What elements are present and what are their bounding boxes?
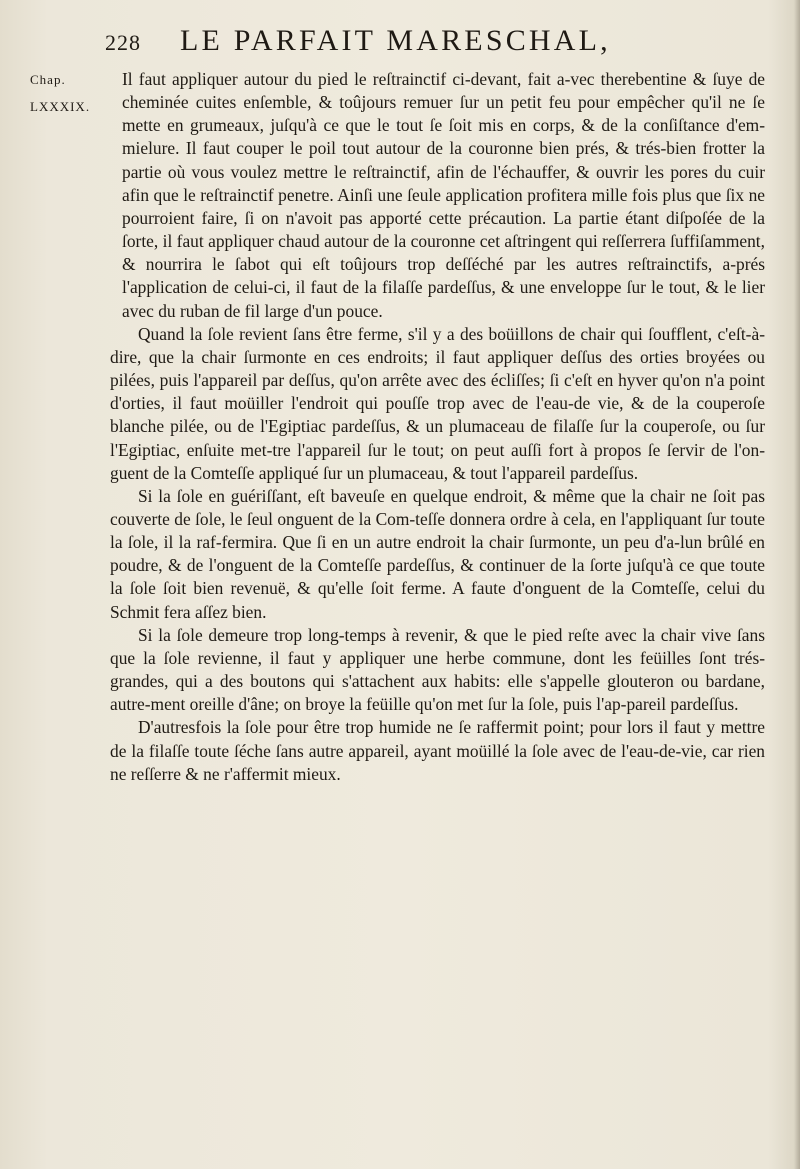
paragraph-1: Il faut appliquer autour du pied le reſtrainctif ci-devant, fait a-vec therebentine & ſuye de cheminée cuites enſemble, & toûjours remuer ſur un petit feu pour empêcher qu'il ne ſe mette en grumeaux, juſqu'à ce que le tout ſe ſoit mis en corps, & de la conſiſtance d'em-mielure. Il faut couper le poil tout autour de la couronne bien prés, & trés-bien frotter la partie où vous voulez mettre le reſtrainctif, afin de l'échauffer, & ouvrir les pores du cuir afin que le reſtrainctif penetre. Ainſi une ſeule application profitera mille fois plus que ſix ne pourroient faire, ſi on n'avoit pas apporté cette précaution. La partie étant diſpoſée de la ſorte, il faut appliquer chaud autour de la couronne cet aſtringent qui reſſerrera ſuffiſamment, & nourrira le ſabot qui eſt toûjours trop deſſéché par les autres reſtrainctifs, a-prés l'application de celui-ci, il faut de la filaſſe pardeſſus, & une enveloppe ſur le tout, & le lier avec du ruban de fil large d'un pouce. [122, 69, 765, 321]
body-text [110, 68, 765, 786]
paragraph-2: Quand la ſole revient ſans être ferme, s'il y a des boüillons de chair qui ſoufflent, c'eſt-à-dire, que la chair ſurmonte en ces endroits; il faut appliquer deſſus des orties broyées ou pilées, puis l'appareil par deſſus, qu'on arrête avec des écliſſes; ſi c'eſt en hyver qu'on n'a point d'orties, il faut moüiller l'endroit qui pouſſe trop avec de l'eau-de vie, & de la couperoſe blanche pilée, ou de l'Egiptiac pardeſſus, & un plumaceau de filaſſe ſur la couperoſe, ou ſur l'Egiptiac, enſuite met-tre l'appareil ſur le tout; on peut auſſi fort à propos ſe ſervir de l'on-guent de la Comteſſe appliqué ſur un plumaceau, & tout l'appareil pardeſſus. [110, 323, 765, 483]
chapter-number: LXXXIX. [30, 99, 91, 114]
chapter-label: Chap. [30, 72, 66, 87]
page-header [105, 22, 755, 62]
paragraph-5: D'autresfois la ſole pour être trop humide ne ſe raffermit point; pour lors il faut y mettre de la filaſſe toute ſéche ſans autre appareil, ayant moüillé la ſole avec de l'eau-de-vie, car rien ne reſſerre & ne r'affermit mieux. [110, 717, 765, 784]
paragraph-3: Si la ſole en guériſſant, eſt baveuſe en quelque endroit, & même que la chair ne ſoit pas couverte de ſole, le ſeul onguent de la Com-teſſe donnera ordre à cela, en l'appliquant ſur toute la ſole, il la raf-fermira. Que ſi en un autre endroit la chair ſurmonte, un peu d'a-lun brûlé en poudre, & de l'onguent de la Comteſſe pardeſſus, & continuer de la ſorte juſqu'à ce que toute la ſole ſoit bien revenuë, & qu'elle ſoit ferme. A faute d'onguent de la Comteſſe, celui du Schmit fera aſſez bien. [110, 485, 765, 622]
running-title: LE PARFAIT MARESCHAL, [180, 24, 611, 57]
chapter-margin-note [30, 66, 100, 120]
paragraph-4: Si la ſole demeure trop long-temps à revenir, & que le pied reſte avec la chair vive ſans que la ſole revienne, il faut y appliquer une herbe commune, dont les feüilles ſont trés-grandes, qui a des boutons qui s'attachent aux habits: elle s'appelle glouteron ou bardane, autre-ment oreille d'âne; on broye la feüille qu'on met ſur la ſole, puis l'ap-pareil pardeſſus. [110, 624, 765, 715]
page-number: 228 [105, 30, 141, 55]
page-edge-shadow [794, 0, 800, 1169]
